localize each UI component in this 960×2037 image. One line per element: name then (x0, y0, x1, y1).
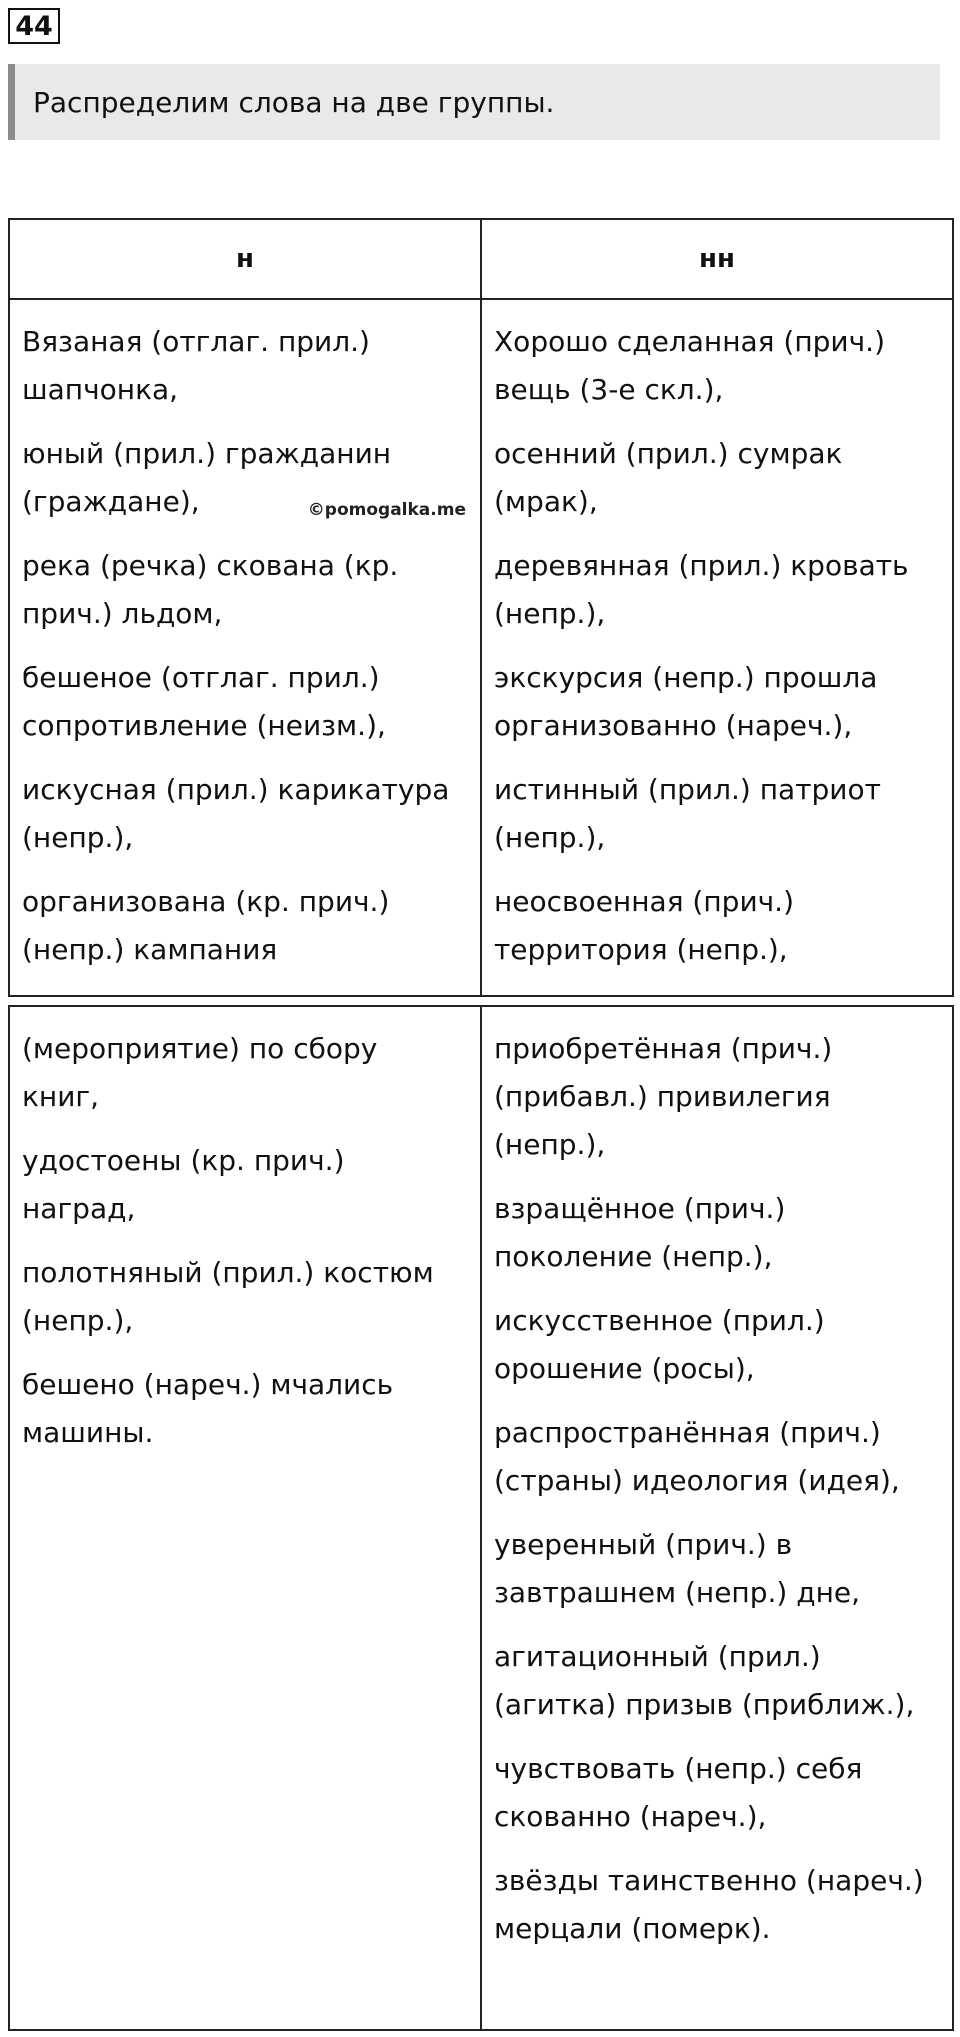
entry-line: (непр.), (494, 597, 606, 630)
entry-line: удостоены (кр. прич.) (22, 1144, 345, 1177)
entry-line: полотняный (прил.) костюм (22, 1256, 434, 1289)
entry-line: бешено (нареч.) мчались (22, 1368, 394, 1401)
list-item (494, 1633, 942, 1729)
list-item (22, 1137, 470, 1233)
entry-line: (мероприятие) по сбору (22, 1032, 378, 1065)
column-n-part-2 (10, 1007, 482, 2029)
list-item (494, 542, 942, 638)
list-item (494, 1521, 942, 1617)
list-item (22, 1249, 470, 1345)
task-intro (8, 64, 940, 140)
entry-line: агитационный (прил.) (494, 1640, 821, 1673)
entry-line: сопротивление (неизм.), (22, 709, 386, 742)
list-item (494, 1297, 942, 1393)
list-item (494, 1025, 942, 1169)
list-item (22, 1361, 470, 1457)
list-item (22, 1025, 470, 1121)
column-nn-part-1 (482, 300, 952, 995)
entry-line: (непр.), (494, 1128, 606, 1161)
list-item (494, 766, 942, 862)
entry-line: территория (непр.), (494, 933, 788, 966)
entry-line: распространённая (прич.) (494, 1416, 881, 1449)
entry-line: (мрак), (494, 485, 598, 518)
entry-line: скованно (нареч.), (494, 1800, 767, 1833)
list-item (494, 318, 942, 414)
watermark: ©pomogalka.me (307, 500, 466, 520)
entry-line: машины. (22, 1416, 154, 1449)
entry-line: бешеное (отглаг. прил.) (22, 661, 380, 694)
entry-line: неосвоенная (прич.) (494, 885, 795, 918)
entry-line: (непр.), (22, 821, 134, 854)
entry-line: река (речка) скована (кр. (22, 549, 399, 582)
table-part-1 (8, 218, 954, 997)
table-part-2 (8, 1005, 954, 2031)
entry-line: юный (прил.) гражданин (22, 437, 392, 470)
list-item (494, 654, 942, 750)
task-number: 44 (8, 8, 60, 44)
intro-text: Распределим слова на две группы. (33, 85, 555, 119)
entry-line: орошение (росы), (494, 1352, 755, 1385)
entry-line: звёзды таинственно (нареч.) (494, 1864, 924, 1897)
column-nn-part-2 (482, 1007, 952, 2029)
entry-line: вещь (3-е скл.), (494, 373, 724, 406)
entry-line: поколение (непр.), (494, 1240, 773, 1273)
list-item (494, 1409, 942, 1505)
entry-line: завтрашнем (непр.) дне, (494, 1576, 861, 1609)
entry-line: чувствовать (непр.) себя (494, 1752, 863, 1785)
list-item (22, 318, 470, 414)
entry-line: (непр.) кампания (22, 933, 278, 966)
entry-line: искусная (прил.) карикатура (22, 773, 450, 806)
entry-line: прич.) льдом, (22, 597, 223, 630)
entry-line: искусственное (прил.) (494, 1304, 825, 1337)
entry-line: (непр.), (494, 821, 606, 854)
entry-line: Хорошо сделанная (прич.) (494, 325, 885, 358)
column-header-n: н (10, 220, 482, 300)
entry-line: истинный (прил.) патриот (494, 773, 881, 806)
list-item (22, 878, 470, 974)
entry-line: осенний (прил.) сумрак (494, 437, 843, 470)
entry-line: организована (кр. прич.) (22, 885, 390, 918)
entry-line: (страны) идеология (идея), (494, 1464, 900, 1497)
entry-line: (прибавл.) привилегия (494, 1080, 831, 1113)
list-item (22, 654, 470, 750)
list-item (22, 542, 470, 638)
entry-line: книг, (22, 1080, 100, 1113)
list-item (494, 1185, 942, 1281)
list-item (494, 878, 942, 974)
entry-line: деревянная (прил.) кровать (494, 549, 909, 582)
column-header-nn: нн (482, 220, 952, 300)
entry-line: организованно (нареч.), (494, 709, 853, 742)
entry-line: шапчонка, (22, 373, 179, 406)
entry-line: уверенный (прич.) в (494, 1528, 793, 1561)
list-item (22, 766, 470, 862)
entry-line: Вязаная (отглаг. прил.) (22, 325, 370, 358)
list-item (494, 1745, 942, 1841)
entry-line: (непр.), (22, 1304, 134, 1337)
entry-line: (агитка) призыв (приближ.), (494, 1688, 915, 1721)
column-n-part-1 (10, 300, 482, 995)
entry-line: экскурсия (непр.) прошла (494, 661, 878, 694)
entry-line: приобретённая (прич.) (494, 1032, 833, 1065)
entry-line: взращённое (прич.) (494, 1192, 786, 1225)
list-item (494, 430, 942, 526)
entry-line: (граждане), (22, 485, 200, 518)
entry-line: мерцали (померк). (494, 1912, 771, 1945)
entry-line: наград, (22, 1192, 136, 1225)
list-item (494, 1857, 942, 1953)
